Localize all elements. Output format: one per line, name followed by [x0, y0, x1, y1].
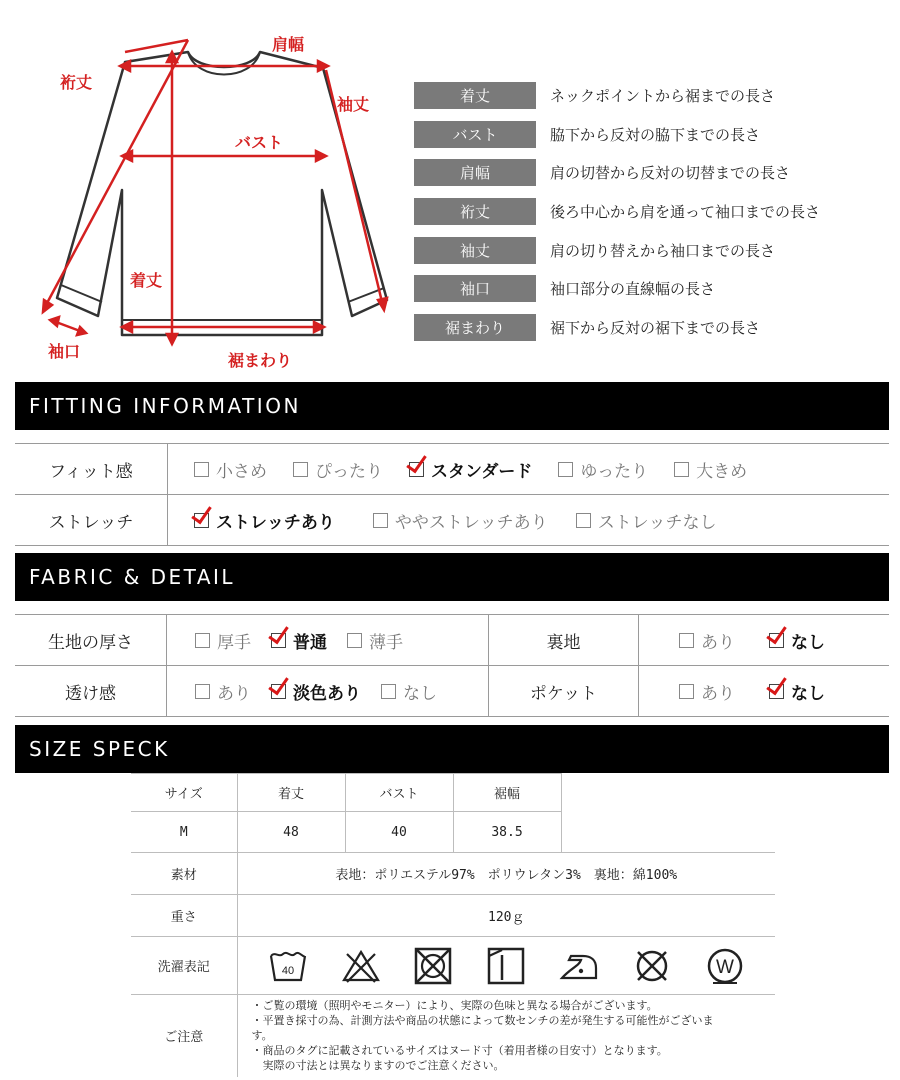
note-line: す。 — [251, 1029, 273, 1043]
checkbox-icon — [195, 633, 210, 648]
notes-label: ご注意 — [131, 995, 237, 1077]
fit-option-tight: ぴったり — [293, 457, 383, 482]
fitting-header: FITTING INFORMATION — [15, 382, 889, 430]
note-line: 実際の寸法とは異なりますのでご注意ください。 — [251, 1059, 505, 1073]
pocket-options — [639, 666, 889, 716]
thickness-option-thin: 薄手 — [347, 628, 403, 653]
thickness-option-thick: 厚手 — [195, 628, 251, 653]
legend-row — [414, 308, 884, 347]
note-line: ・商品のタグに記載されているサイズはヌード寸（着用者様の目安寸）となります。 — [251, 1044, 668, 1058]
fabric-row — [15, 666, 889, 717]
lining-label: 裏地 — [489, 615, 639, 665]
pocket-option-yes: あり — [679, 679, 735, 704]
checkbox-icon — [373, 513, 388, 528]
size-header-row — [131, 774, 775, 812]
legend-desc: 袖口部分の直線幅の長さ — [550, 280, 716, 299]
no-tumble-dry-icon — [413, 946, 453, 986]
no-dry-clean-icon — [632, 946, 672, 986]
fit-label: フィット感 — [15, 444, 168, 494]
care-row — [131, 937, 775, 995]
label-cuff: 袖口 — [48, 342, 81, 361]
checkbox-icon — [195, 684, 210, 699]
line-dry-icon — [486, 946, 526, 986]
legend-term: 裾まわり — [414, 314, 536, 341]
stretch-option-yes: ストレッチあり — [194, 508, 335, 533]
low-iron-icon — [559, 946, 599, 986]
size-spec-table — [131, 773, 775, 1077]
legend-term: 肩幅 — [414, 159, 536, 186]
care-label: 洗濯表記 — [131, 937, 237, 995]
legend-term: 袖丈 — [414, 237, 536, 264]
sheerness-option-light-color: 淡色あり — [271, 679, 361, 704]
legend-desc: 後ろ中心から肩を通って袖口までの長さ — [550, 202, 821, 221]
stretch-option-slight: ややストレッチあり — [373, 508, 548, 533]
checked-checkbox-icon — [271, 684, 286, 699]
checked-checkbox-icon — [769, 684, 784, 699]
checkbox-icon — [679, 633, 694, 648]
notes-row — [131, 995, 775, 1077]
checked-checkbox-icon — [271, 633, 286, 648]
material-value: 表地：ポリエステル97% ポリウレタン3% 裏地：綿100% — [237, 853, 775, 895]
lining-option-no: なし — [769, 628, 825, 653]
lining-options — [639, 615, 889, 665]
fit-option-large: 大きめ — [674, 457, 747, 482]
pocket-label: ポケット — [489, 666, 639, 716]
size-value: M — [131, 812, 237, 853]
legend-term: バスト — [414, 121, 536, 148]
svg-text:40: 40 — [281, 964, 295, 977]
checkbox-icon — [381, 684, 396, 699]
sweater-outline — [0, 0, 400, 380]
checkbox-icon — [558, 462, 573, 477]
checkbox-icon — [679, 684, 694, 699]
thickness-options — [167, 615, 489, 665]
material-row — [131, 853, 775, 895]
measurement-legend — [414, 76, 884, 347]
label-hem: 裾まわり — [228, 351, 293, 370]
legend-desc: ネックポイントから裾までの長さ — [550, 86, 776, 105]
checkbox-icon — [293, 462, 308, 477]
sheerness-option-no: なし — [381, 679, 437, 704]
note-line: ・平置き採寸の為、計測方法や商品の状態によって数センチの差が発生する可能性がございま — [251, 1014, 714, 1028]
fit-option-small: 小さめ — [194, 457, 267, 482]
checkbox-icon — [674, 462, 689, 477]
label-body-length: 着丈 — [130, 271, 163, 290]
legend-term: 着丈 — [414, 82, 536, 109]
hem-width-value: 38.5 — [453, 812, 561, 853]
thickness-option-normal: 普通 — [271, 628, 327, 653]
col-length: 着丈 — [237, 774, 345, 812]
care-icons — [238, 946, 776, 986]
label-sleeve-length: 袖丈 — [337, 95, 370, 114]
blank-cell — [561, 774, 775, 853]
sheerness-option-yes: あり — [195, 679, 251, 704]
stretch-options — [168, 495, 889, 545]
no-bleach-icon — [341, 946, 381, 986]
stretch-label: ストレッチ — [15, 495, 168, 545]
col-bust: バスト — [345, 774, 453, 812]
checkbox-icon — [576, 513, 591, 528]
col-size: サイズ — [131, 774, 237, 812]
fit-options — [168, 444, 889, 494]
size-header: SIZE SPECK — [15, 725, 889, 773]
legend-row — [414, 269, 884, 308]
svg-text:W: W — [715, 956, 734, 978]
label-bust: バスト — [235, 133, 284, 152]
sheerness-label: 透け感 — [15, 666, 167, 716]
lining-option-yes: あり — [679, 628, 735, 653]
weight-row — [131, 895, 775, 937]
length-value: 48 — [237, 812, 345, 853]
label-shoulder-width: 肩幅 — [272, 35, 305, 54]
note-line: ・ご覧の環境（照明やモニター）により、実際の色味と異なる場合がございます。 — [251, 999, 658, 1013]
fabric-row — [15, 615, 889, 666]
checkbox-icon — [194, 462, 209, 477]
fit-option-loose: ゆったり — [558, 457, 648, 482]
stretch-option-none: ストレッチなし — [576, 508, 717, 533]
weight-label: 重さ — [131, 895, 237, 937]
fit-row — [15, 444, 889, 495]
legend-desc: 裾下から反対の裾下までの長さ — [550, 318, 761, 337]
legend-desc: 脇下から反対の脇下までの長さ — [550, 125, 761, 144]
stretch-row — [15, 495, 889, 546]
sheerness-options — [167, 666, 489, 716]
checked-checkbox-icon — [769, 633, 784, 648]
legend-term: 袖口 — [414, 275, 536, 302]
thickness-label: 生地の厚さ — [15, 615, 167, 665]
legend-term: 裄丈 — [414, 198, 536, 225]
checked-checkbox-icon — [194, 513, 209, 528]
material-label: 素材 — [131, 853, 237, 895]
wash-40-icon — [268, 946, 308, 986]
wet-clean-icon — [705, 946, 745, 986]
fitting-table — [15, 443, 889, 546]
label-yuki-length: 裄丈 — [60, 73, 93, 92]
fit-option-standard: スタンダード — [409, 457, 532, 482]
legend-row — [414, 76, 884, 115]
legend-desc: 肩の切り替えから袖口までの長さ — [550, 241, 776, 260]
checked-checkbox-icon — [409, 462, 424, 477]
garment-diagram — [0, 0, 400, 380]
bust-value: 40 — [345, 812, 453, 853]
col-hem-width: 裾幅 — [453, 774, 561, 812]
pocket-option-no: なし — [769, 679, 825, 704]
checkbox-icon — [347, 633, 362, 648]
legend-row — [414, 115, 884, 154]
legend-desc: 肩の切替から反対の切替までの長さ — [550, 164, 791, 183]
legend-row — [414, 192, 884, 231]
fabric-header: FABRIC & DETAIL — [15, 553, 889, 601]
fabric-table — [15, 614, 889, 717]
notes-text — [237, 995, 775, 1077]
weight-value: 120ｇ — [237, 895, 775, 937]
legend-row — [414, 153, 884, 192]
legend-row — [414, 231, 884, 270]
